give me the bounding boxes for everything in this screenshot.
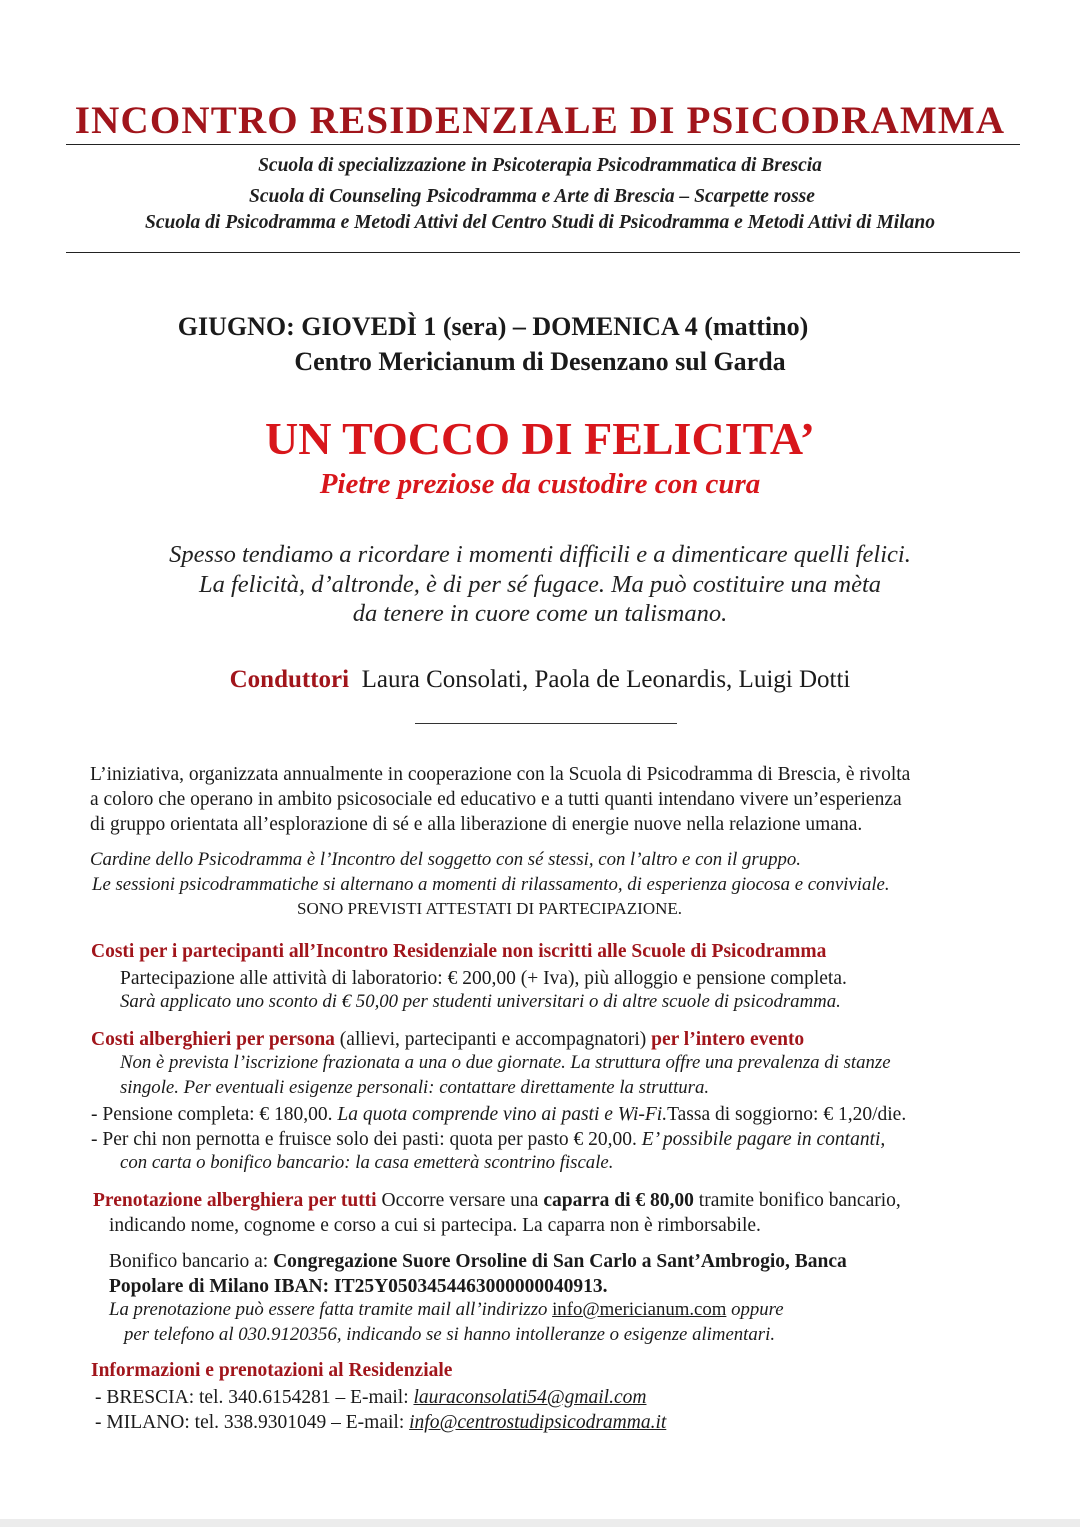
certificate-note: SONO PREVISTI ATTESTATI DI PARTECIPAZIONE. — [297, 899, 683, 918]
description-line-1: L’iniziativa, organizzata annualmente in cooperazione con la Scuola di Psicodramma di Brescia, è rivolta — [90, 764, 911, 785]
meals-line — [91, 1127, 885, 1152]
booking-mail-or: oppure — [726, 1299, 784, 1320]
conductors-names: Laura Consolati, Paola de Leonardis, Luigi Dotti — [361, 666, 851, 693]
bank-beneficiary: Congregazione Suore Orsoline di San Carlo a Sant’Ambrogio, Banca — [273, 1251, 847, 1272]
description-line-2: a coloro che operano in ambito psicosociale ed educativo e a tutti quanti intendano vivere un’esperienza — [90, 789, 902, 810]
bank-line-2: Popolare di Milano IBAN: IT25Y0503454463000000040913. — [109, 1276, 608, 1297]
booking-text-c: tramite bonifico bancario, — [693, 1190, 901, 1211]
costs-hotel-heading-b: per l’intero evento — [651, 1029, 805, 1050]
intro-line-1: Spesso tendiamo a ricordare i momenti difficili e a dimenticare quelli felici. — [169, 541, 911, 568]
brescia-email-link[interactable]: lauraconsolati54@gmail.com — [413, 1387, 647, 1408]
full-board-price: - Pensione completa: € 180,00. — [91, 1104, 338, 1125]
conductors-divider — [415, 723, 677, 724]
event-subtitle: Pietre preziose da custodire con cura — [319, 468, 761, 500]
booking-text-a: Occorre versare una — [376, 1190, 544, 1211]
title-divider — [66, 144, 1020, 145]
meals-price: - Per chi non pernotta e fruisce solo dei pasti: quota per pasto € 20,00. — [91, 1129, 642, 1150]
meals-payment: E’ possibile pagare in contanti, — [641, 1129, 886, 1150]
school-line-2: Scuola di Counseling Psicodramma e Arte di Brescia – Scarpette rosse — [249, 186, 815, 207]
info-milano-text: - MILANO: tel. 338.9301049 – E-mail: — [95, 1412, 410, 1433]
description-line-3: di gruppo orientata all’esplorazione di sé e alla liberazione di energie nuove nella relazione umana. — [90, 814, 863, 835]
costs-hotel-heading-mid: (allievi, partecipanti e accompagnatori) — [334, 1029, 652, 1050]
info-heading: Informazioni e prenotazioni al Residenziale — [91, 1360, 453, 1381]
info-milano-line — [95, 1410, 666, 1435]
costs-participants-heading: Costi per i partecipanti all’Incontro Residenziale non iscritti alle Scuole di Psicodramma — [91, 941, 827, 962]
costs-participants-line-1: Partecipazione alle attività di laboratorio: € 200,00 (+ Iva), più alloggio e pensione completa. — [120, 968, 847, 989]
full-board-line — [91, 1102, 906, 1127]
booking-line-1 — [93, 1188, 901, 1213]
costs-hotel-note-1: Non è prevista l’iscrizione frazionata a una o due giornate. La struttura offre una prevalenza di stanze — [120, 1052, 891, 1073]
deposit-amount: caparra di € 80,00 — [543, 1190, 694, 1211]
conductors-line — [0, 666, 1080, 694]
booking-heading: Prenotazione alberghiera per tutti — [93, 1190, 377, 1211]
conductors-label: Conduttori — [229, 666, 350, 693]
tourist-tax: Tassa di soggiorno: € 1,20/die. — [667, 1104, 907, 1125]
school-line-3: Scuola di Psicodramma e Metodi Attivi del Centro Studi di Psicodramma e Metodi Attivi di Milano — [145, 212, 935, 233]
booking-mail-line — [109, 1299, 784, 1321]
booking-phone-line: per telefono al 030.9120356, indicando se si hanno intolleranze o esigenze alimentari. — [124, 1324, 776, 1345]
bank-label: Bonifico bancario a: — [109, 1251, 274, 1272]
booking-mail-text: La prenotazione può essere fatta tramite mail all’indirizzo — [109, 1299, 553, 1320]
mericianum-email-link[interactable]: info@mericianum.com — [552, 1299, 727, 1320]
booking-line-2: indicando nome, cognome e corso a cui si partecipa. La caparra non è rimborsabile. — [109, 1215, 761, 1236]
costs-hotel-heading-a: Costi alberghieri per persona — [91, 1029, 335, 1050]
intro-line-3: da tenere in cuore come un talismano. — [352, 600, 728, 627]
costs-participants-line-2: Sarà applicato uno sconto di € 50,00 per studenti universitari o di altre scuole di psicodramma. — [120, 991, 841, 1012]
info-brescia-line — [95, 1385, 646, 1410]
event-dates: GIUGNO: GIOVEDÌ 1 (sera) – DOMENICA 4 (mattino) — [177, 312, 809, 341]
full-board-includes: La quota comprende vino ai pasti e Wi-Fi. — [337, 1104, 668, 1125]
meals-receipt: con carta o bonifico bancario: la casa emetterà scontrino fiscale. — [120, 1152, 614, 1173]
header-divider — [66, 252, 1020, 253]
description-italic-2: Le sessioni psicodrammatiche si alternano a momenti di rilassamento, di esperienza giocosa e conviviale. — [92, 874, 890, 895]
milano-email-link[interactable]: info@centrostudipsicodramma.it — [409, 1412, 667, 1433]
page-bottom-edge — [0, 1519, 1080, 1527]
school-line-1: Scuola di specializzazione in Psicoterapia Psicodrammatica di Brescia — [258, 155, 822, 176]
intro-line-2: La felicità, d’altronde, è di per sé fugace. Ma può costituire una mèta — [198, 571, 882, 598]
bank-line-1 — [109, 1249, 847, 1274]
description-italic-1: Cardine dello Psicodramma è l’Incontro del soggetto con sé stessi, con l’altro e con il gruppo. — [90, 849, 801, 870]
event-venue: Centro Mericianum di Desenzano sul Garda — [294, 347, 786, 376]
costs-hotel-heading — [91, 1027, 804, 1052]
event-title: UN TOCCO DI FELICITA’ — [265, 413, 815, 464]
info-brescia-text: - BRESCIA: tel. 340.6154281 – E-mail: — [95, 1387, 414, 1408]
costs-hotel-note-2: singole. Per eventuali esigenze personali: contattare direttamente la struttura. — [120, 1077, 710, 1098]
page-title: INCONTRO RESIDENZIALE DI PSICODRAMMA — [74, 99, 1006, 142]
